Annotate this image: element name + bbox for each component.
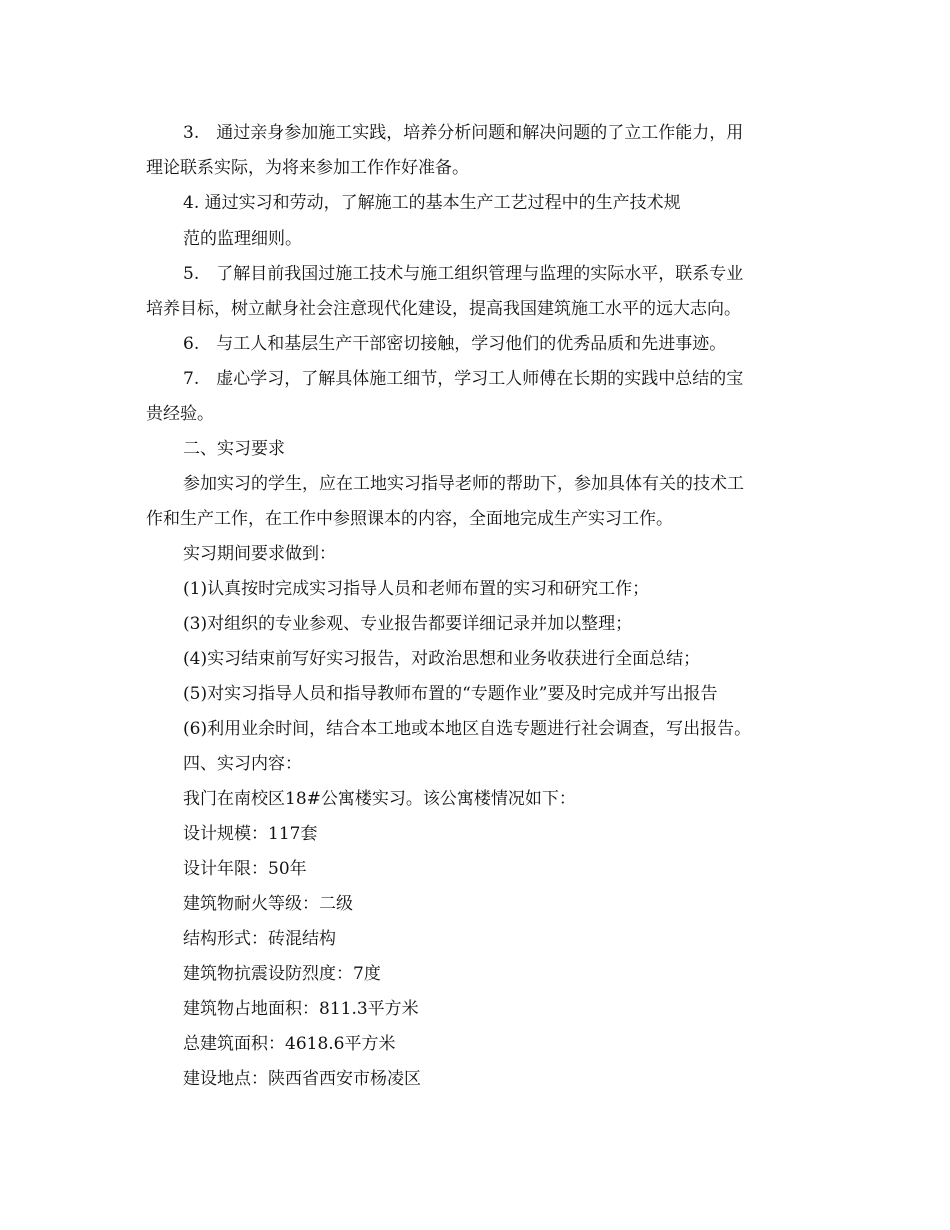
text-line: 5. 了解目前我国过施工技术与施工组织管理与监理的实际水平，联系专业	[183, 264, 744, 284]
spec-line: 建筑物耐火等级：二级	[183, 894, 353, 914]
text-line: 3. 通过亲身参加施工实践，培养分析问题和解决问题的了立工作能力，用	[183, 123, 744, 143]
list-item: (6)利用业余时间，结合本工地或本地区自选专题进行社会调查，写出报告。	[183, 719, 752, 739]
list-item: (3)对组织的专业参观、专业报告都要详细记录并加以整理；	[183, 614, 633, 634]
text-line: 贵经验。	[146, 404, 214, 424]
text-line: 4. 通过实习和劳动，了解施工的基本生产工艺过程中的生产技术规	[183, 193, 681, 213]
text-line: 范的监理细则。	[183, 229, 302, 249]
spec-line: 设计规模：117套	[183, 824, 318, 844]
text-line: 7. 虚心学习，了解具体施工细节，学习工人师傅在长期的实践中总结的宝	[183, 369, 744, 389]
text-line: 理论联系实际，为将来参加工作作好准备。	[146, 158, 469, 178]
text-line: 参加实习的学生，应在工地实习指导老师的帮助下，参加具体有关的技术工	[183, 474, 744, 494]
section-heading: 四、实习内容：	[183, 754, 302, 774]
text-line: 培养目标，树立献身社会注意现代化建设，提高我国建筑施工水平的远大志向。	[146, 299, 741, 319]
spec-line: 设计年限：50年	[183, 859, 307, 879]
text-line: 作和生产工作，在工作中参照课本的内容，全面地完成生产实习工作。	[146, 509, 673, 529]
list-item: (1)认真按时完成实习指导人员和老师布置的实习和研究工作；	[183, 579, 650, 599]
spec-line: 建筑物占地面积：811.3平方米	[183, 999, 419, 1019]
section-heading: 二、实习要求	[183, 439, 285, 459]
spec-line: 建设地点：陕西省西安市杨凌区	[183, 1069, 421, 1089]
text-line: 6. 与工人和基层生产干部密切接触，学习他们的优秀品质和先进事迹。	[183, 334, 727, 354]
spec-line: 建筑物抗震设防烈度：7度	[183, 964, 381, 984]
spec-line: 结构形式：砖混结构	[183, 929, 336, 949]
list-item: (4)实习结束前写好实习报告，对政治思想和业务收获进行全面总结；	[183, 649, 701, 669]
text-line: 我门在南校区18#公寓楼实习。该公寓楼情况如下：	[183, 789, 576, 809]
list-item: (5)对实习指导人员和指导教师布置的“专题作业”要及时完成并写出报告	[183, 684, 718, 704]
spec-line: 总建筑面积：4618.6平方米	[183, 1034, 396, 1054]
text-line: 实习期间要求做到：	[183, 544, 336, 564]
